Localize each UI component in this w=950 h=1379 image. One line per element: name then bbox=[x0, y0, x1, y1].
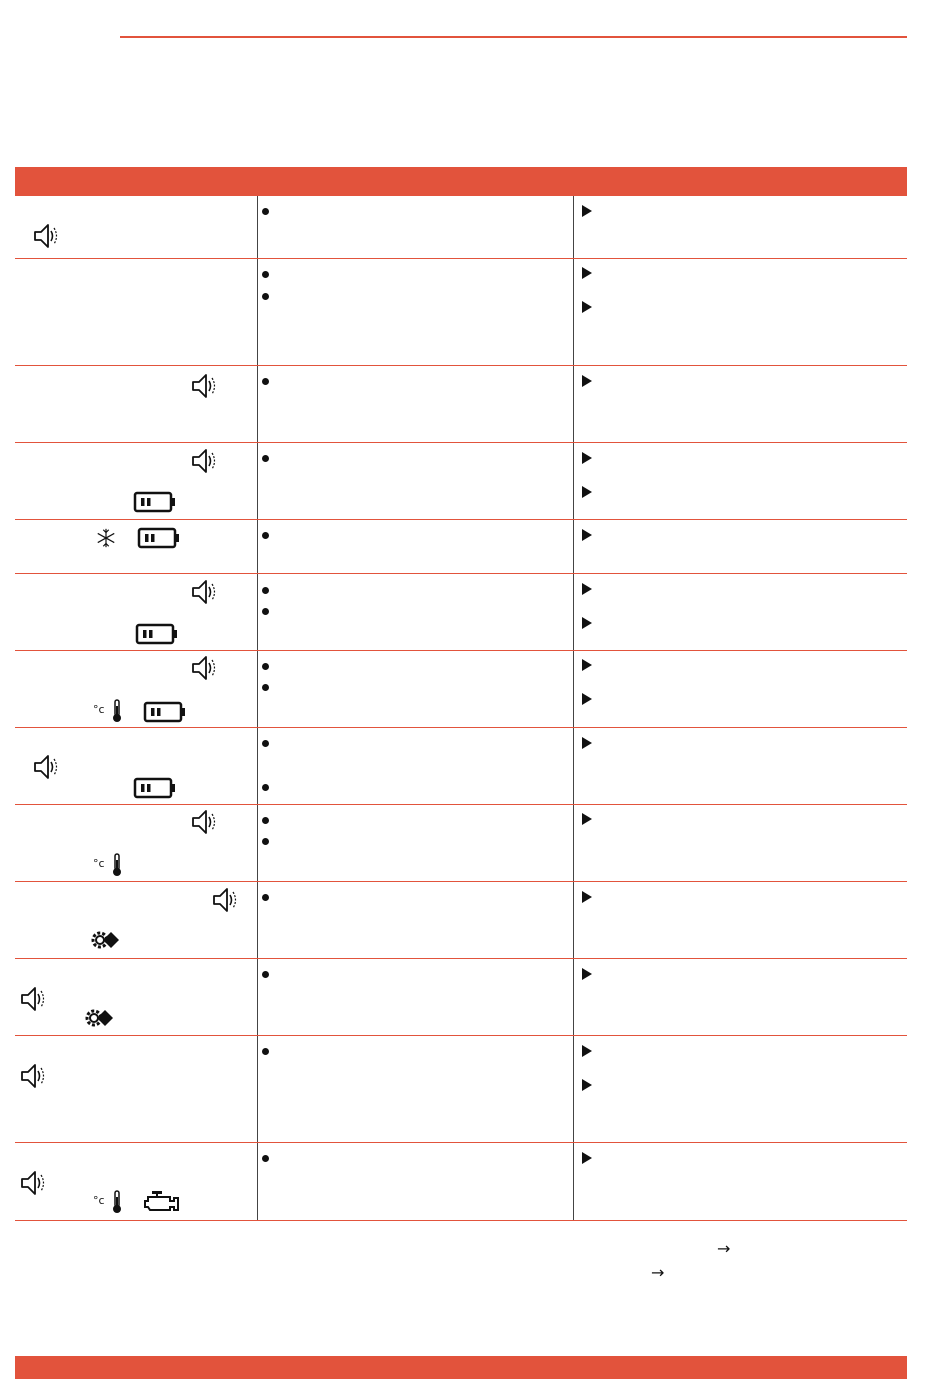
cause-bullet bbox=[262, 894, 269, 901]
top-rule bbox=[120, 36, 907, 38]
action-arrow bbox=[582, 813, 592, 825]
battery-icon bbox=[143, 700, 187, 724]
cause-bullet bbox=[262, 663, 269, 670]
thermometer-icon bbox=[111, 852, 123, 878]
table-row bbox=[15, 959, 907, 1036]
speaker-icon bbox=[19, 1168, 49, 1198]
footnote-arrow: → bbox=[651, 1263, 665, 1282]
speaker-icon bbox=[19, 1061, 49, 1091]
battery-icon bbox=[135, 622, 179, 646]
speaker-icon bbox=[190, 577, 220, 607]
speaker-icon bbox=[190, 653, 220, 683]
table-row bbox=[15, 196, 907, 259]
cause-bullet bbox=[262, 455, 269, 462]
table-row bbox=[15, 1143, 907, 1221]
action-arrow bbox=[582, 1045, 592, 1057]
footer-bar bbox=[15, 1356, 907, 1379]
footnote-arrow: → bbox=[717, 1239, 731, 1258]
cause-bullet bbox=[262, 532, 269, 539]
table-row bbox=[15, 805, 907, 882]
snowflake-icon bbox=[95, 527, 117, 549]
cause-bullet bbox=[262, 587, 269, 594]
gear-warning-icon bbox=[89, 928, 121, 952]
speaker-icon bbox=[19, 984, 49, 1014]
battery-icon bbox=[137, 526, 181, 550]
action-arrow bbox=[582, 737, 592, 749]
table-row bbox=[15, 882, 907, 959]
table-row bbox=[15, 443, 907, 520]
thermometer-icon bbox=[111, 698, 123, 724]
action-arrow bbox=[582, 1152, 592, 1164]
action-arrow bbox=[582, 617, 592, 629]
celsius-label: °c bbox=[93, 1194, 105, 1207]
action-arrow bbox=[582, 375, 592, 387]
table-row bbox=[15, 651, 907, 728]
table-row bbox=[15, 366, 907, 443]
table-row bbox=[15, 1036, 907, 1143]
table-row bbox=[15, 728, 907, 805]
action-arrow bbox=[582, 583, 592, 595]
table-row bbox=[15, 259, 907, 366]
celsius-label: °c bbox=[93, 703, 105, 716]
gear-warning-icon bbox=[83, 1006, 115, 1030]
action-arrow bbox=[582, 486, 592, 498]
cause-bullet bbox=[262, 208, 269, 215]
action-arrow bbox=[582, 693, 592, 705]
action-arrow bbox=[582, 267, 592, 279]
cause-bullet bbox=[262, 740, 269, 747]
cause-bullet bbox=[262, 271, 269, 278]
cause-bullet bbox=[262, 293, 269, 300]
action-arrow bbox=[582, 529, 592, 541]
action-arrow bbox=[582, 659, 592, 671]
action-arrow bbox=[582, 968, 592, 980]
table-row bbox=[15, 520, 907, 574]
action-arrow bbox=[582, 205, 592, 217]
celsius-label: °c bbox=[93, 857, 105, 870]
cause-bullet bbox=[262, 838, 269, 845]
speaker-icon bbox=[190, 446, 220, 476]
cause-bullet bbox=[262, 971, 269, 978]
speaker-icon bbox=[211, 885, 241, 915]
cause-bullet bbox=[262, 784, 269, 791]
action-arrow bbox=[582, 301, 592, 313]
speaker-icon bbox=[190, 807, 220, 837]
cause-bullet bbox=[262, 817, 269, 824]
speaker-icon bbox=[32, 752, 62, 782]
action-arrow bbox=[582, 1079, 592, 1091]
action-arrow bbox=[582, 452, 592, 464]
table-row bbox=[15, 574, 907, 651]
cause-bullet bbox=[262, 608, 269, 615]
thermometer-icon bbox=[111, 1189, 123, 1215]
cause-bullet bbox=[262, 1048, 269, 1055]
cause-bullet bbox=[262, 1155, 269, 1162]
table-header-bar bbox=[15, 167, 907, 196]
engine-icon bbox=[142, 1188, 182, 1214]
speaker-icon bbox=[190, 371, 220, 401]
cause-bullet bbox=[262, 378, 269, 385]
battery-icon bbox=[133, 776, 177, 800]
action-arrow bbox=[582, 891, 592, 903]
cause-bullet bbox=[262, 684, 269, 691]
battery-icon bbox=[133, 490, 177, 514]
speaker-icon bbox=[32, 221, 62, 251]
